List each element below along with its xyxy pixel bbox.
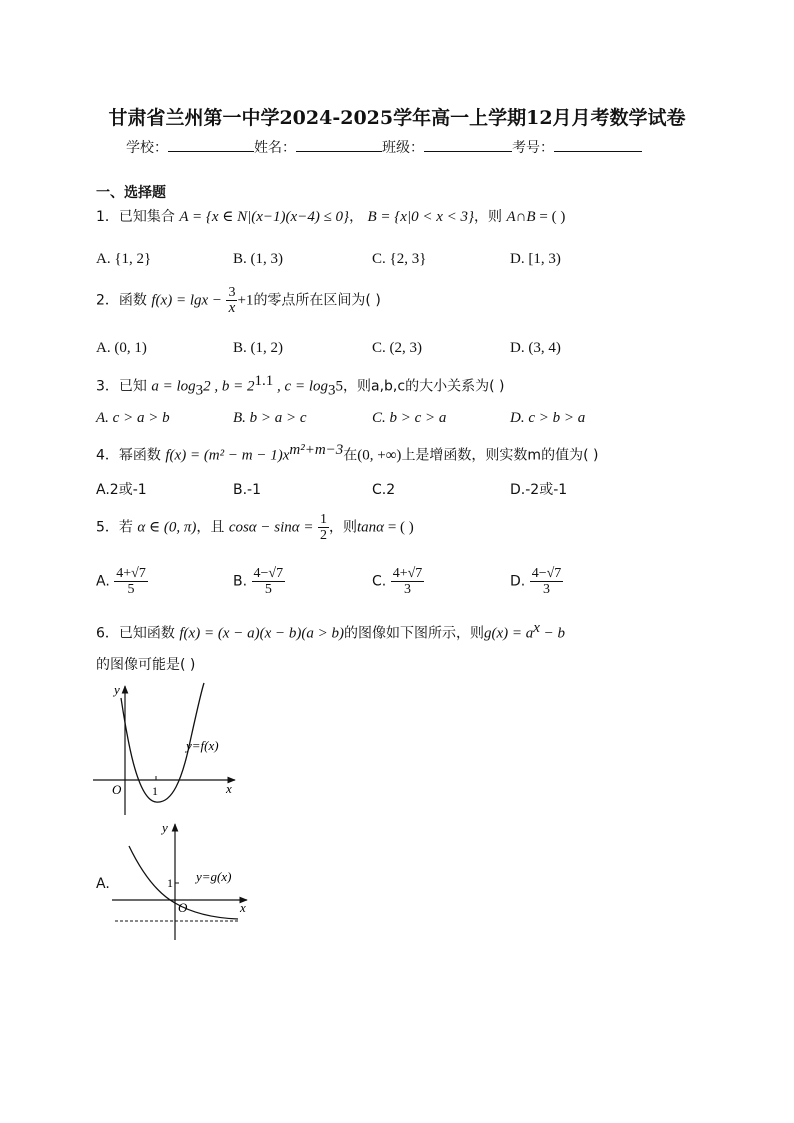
q4-option-c: C.2 xyxy=(372,482,396,498)
g-origin-label: O xyxy=(178,900,188,915)
class-blank xyxy=(424,137,512,152)
q5-option-d-num: 4−√7 xyxy=(531,566,562,581)
question-1 xyxy=(96,207,565,227)
q2-option-a: A. (0, 1) xyxy=(96,340,147,356)
q4-tail: 上是增函数，则实数m的值为( ) xyxy=(401,447,599,464)
g-y-label: y xyxy=(162,820,168,835)
q2-func-right: +1 xyxy=(237,292,254,309)
q6-line2: 的图像可能是( ) xyxy=(96,657,196,673)
q3-option-b: B. b > a > c xyxy=(233,410,307,426)
q5-frac-num: 1 xyxy=(320,512,328,527)
q5-tail: = ( ) xyxy=(384,519,414,536)
q5-option-d-frac xyxy=(530,566,564,597)
q2-func-left: f(x) = lgx − xyxy=(151,292,223,309)
name-blank xyxy=(296,137,382,152)
q5-option-a-frac xyxy=(114,566,148,597)
q4-number: 4．幂函数 xyxy=(96,447,161,464)
q3-expr-c2: 5 xyxy=(335,378,343,395)
q1-set-b: B = {x|0 < x < 3} xyxy=(367,209,474,225)
q1-number: 1．已知集合 xyxy=(96,209,175,225)
q5-mid2: ，则 xyxy=(329,519,358,536)
section-heading: 一、选择题 xyxy=(96,185,166,201)
q5-option-a-den: 5 xyxy=(127,582,135,597)
question-6 xyxy=(96,618,565,644)
q3-expr-c: , c = log xyxy=(273,378,328,395)
g-tick-label: 1 xyxy=(167,876,173,890)
q6-number: 6．已知函数 xyxy=(96,625,175,642)
q5-option-b-num: 4−√7 xyxy=(253,566,284,581)
q1-set-a: A = {x ∈ N|(x−1)(x−4) ≤ 0} xyxy=(179,209,350,225)
q1-comma: ， xyxy=(349,209,364,225)
q3-exp-b: 1.1 xyxy=(254,373,274,389)
q4-func: f(x) = (m² − m − 1)x xyxy=(165,447,290,464)
q5-option-c-label: C. xyxy=(372,573,387,590)
number-label: 考号： xyxy=(512,140,554,156)
f-origin-label: O xyxy=(112,782,122,797)
q6-option-a-label: A. xyxy=(96,876,110,892)
q3-expr-b: 2 , b = 2 xyxy=(203,378,255,395)
g-curve-label: y=g(x) xyxy=(196,869,232,884)
q6-gfunc: g(x) = a xyxy=(483,625,534,642)
question-2 xyxy=(96,285,381,316)
q5-option-c-num: 4+√7 xyxy=(392,566,423,581)
q2-tail: 的零点所在区间为( ) xyxy=(253,292,381,309)
question-3 xyxy=(96,371,504,400)
q5-frac-den: 2 xyxy=(320,528,328,543)
q5-option-c xyxy=(372,566,424,597)
q1-option-c: C. {2, 3} xyxy=(372,251,427,267)
q6-gexp: x xyxy=(533,620,540,636)
q3-option-c: C. b > c > a xyxy=(372,410,447,426)
q6-gtail: − b xyxy=(539,625,566,642)
q5-option-d-label: D. xyxy=(510,573,526,590)
q2-option-b: B. (1, 2) xyxy=(233,340,283,356)
q4-interval: (0, +∞) xyxy=(357,447,402,464)
q3-base-c: 3 xyxy=(328,382,336,399)
q4-exp: m²+m−3 xyxy=(289,442,344,458)
q1-ask: ，则 xyxy=(473,209,502,225)
q5-condition: α ∈ (0, π) xyxy=(137,519,197,536)
q5-option-b-frac xyxy=(252,566,286,597)
q5-option-d xyxy=(510,566,563,597)
q1-option-a: A. {1, 2} xyxy=(96,251,152,267)
f-x-label: x xyxy=(226,781,232,796)
school-label: 学校： xyxy=(126,140,168,156)
q5-ask: tanα xyxy=(357,519,385,536)
q5-equation: cosα − sinα = xyxy=(228,519,314,536)
f-graph xyxy=(90,680,250,820)
student-info-line xyxy=(126,137,642,157)
q2-frac-den: x xyxy=(228,300,236,316)
q1-option-b: B. (1, 3) xyxy=(233,251,283,267)
q5-number: 5．若 xyxy=(96,519,133,536)
class-label: 班级： xyxy=(382,140,424,156)
q5-option-c-frac xyxy=(391,566,425,597)
q5-mid: ，且 xyxy=(196,519,225,536)
q5-option-a-label: A. xyxy=(96,573,110,590)
q4-option-d: D.-2或-1 xyxy=(510,482,568,498)
name-label: 姓名： xyxy=(254,140,296,156)
g-x-label: x xyxy=(240,900,246,915)
q5-option-a xyxy=(96,566,148,597)
question-5 xyxy=(96,512,414,543)
q6-mid: 的图像如下图所示，则 xyxy=(343,625,484,642)
q2-fraction xyxy=(226,285,237,316)
q5-fraction xyxy=(318,512,329,543)
q2-option-d: D. (3, 4) xyxy=(510,340,561,356)
number-blank xyxy=(554,137,642,152)
f-curve-label: y=f(x) xyxy=(186,738,219,753)
q5-option-b xyxy=(233,566,285,597)
q2-option-c: C. (2, 3) xyxy=(372,340,422,356)
q5-option-b-den: 5 xyxy=(264,582,272,597)
q3-expr-a: a = log xyxy=(151,378,196,395)
q2-frac-num: 3 xyxy=(228,285,236,300)
q4-option-b: B.-1 xyxy=(233,482,262,498)
g-graph xyxy=(112,818,257,943)
q5-option-d-den: 3 xyxy=(542,582,550,597)
q2-number: 2．函数 xyxy=(96,292,147,309)
q5-option-a-num: 4+√7 xyxy=(116,566,146,581)
q6-func: f(x) = (x − a)(x − b)(a > b) xyxy=(179,625,344,642)
q5-option-c-den: 3 xyxy=(403,582,411,597)
school-blank xyxy=(168,137,254,152)
q3-option-d: D. c > b > a xyxy=(510,410,586,426)
q5-option-b-label: B. xyxy=(233,573,248,590)
f-y-label: y xyxy=(114,682,120,697)
q4-option-a: A.2或-1 xyxy=(96,482,147,498)
q1-expr: A∩B xyxy=(506,209,536,225)
exam-title: 甘肃省兰州第一中学2024-2025学年高一上学期12月月考数学试卷 xyxy=(108,107,686,129)
q1-tail: = ( ) xyxy=(535,209,566,225)
q3-number: 3．已知 xyxy=(96,378,147,395)
q3-option-a: A. c > a > b xyxy=(96,410,170,426)
q1-option-d: D. [1, 3) xyxy=(510,251,561,267)
f-tick-label: 1 xyxy=(152,784,158,798)
q3-base-a: 3 xyxy=(195,382,204,399)
q3-tail: ，则a,b,c的大小关系为( ) xyxy=(343,378,505,395)
q4-mid: 在 xyxy=(343,447,358,464)
question-4 xyxy=(96,440,598,466)
